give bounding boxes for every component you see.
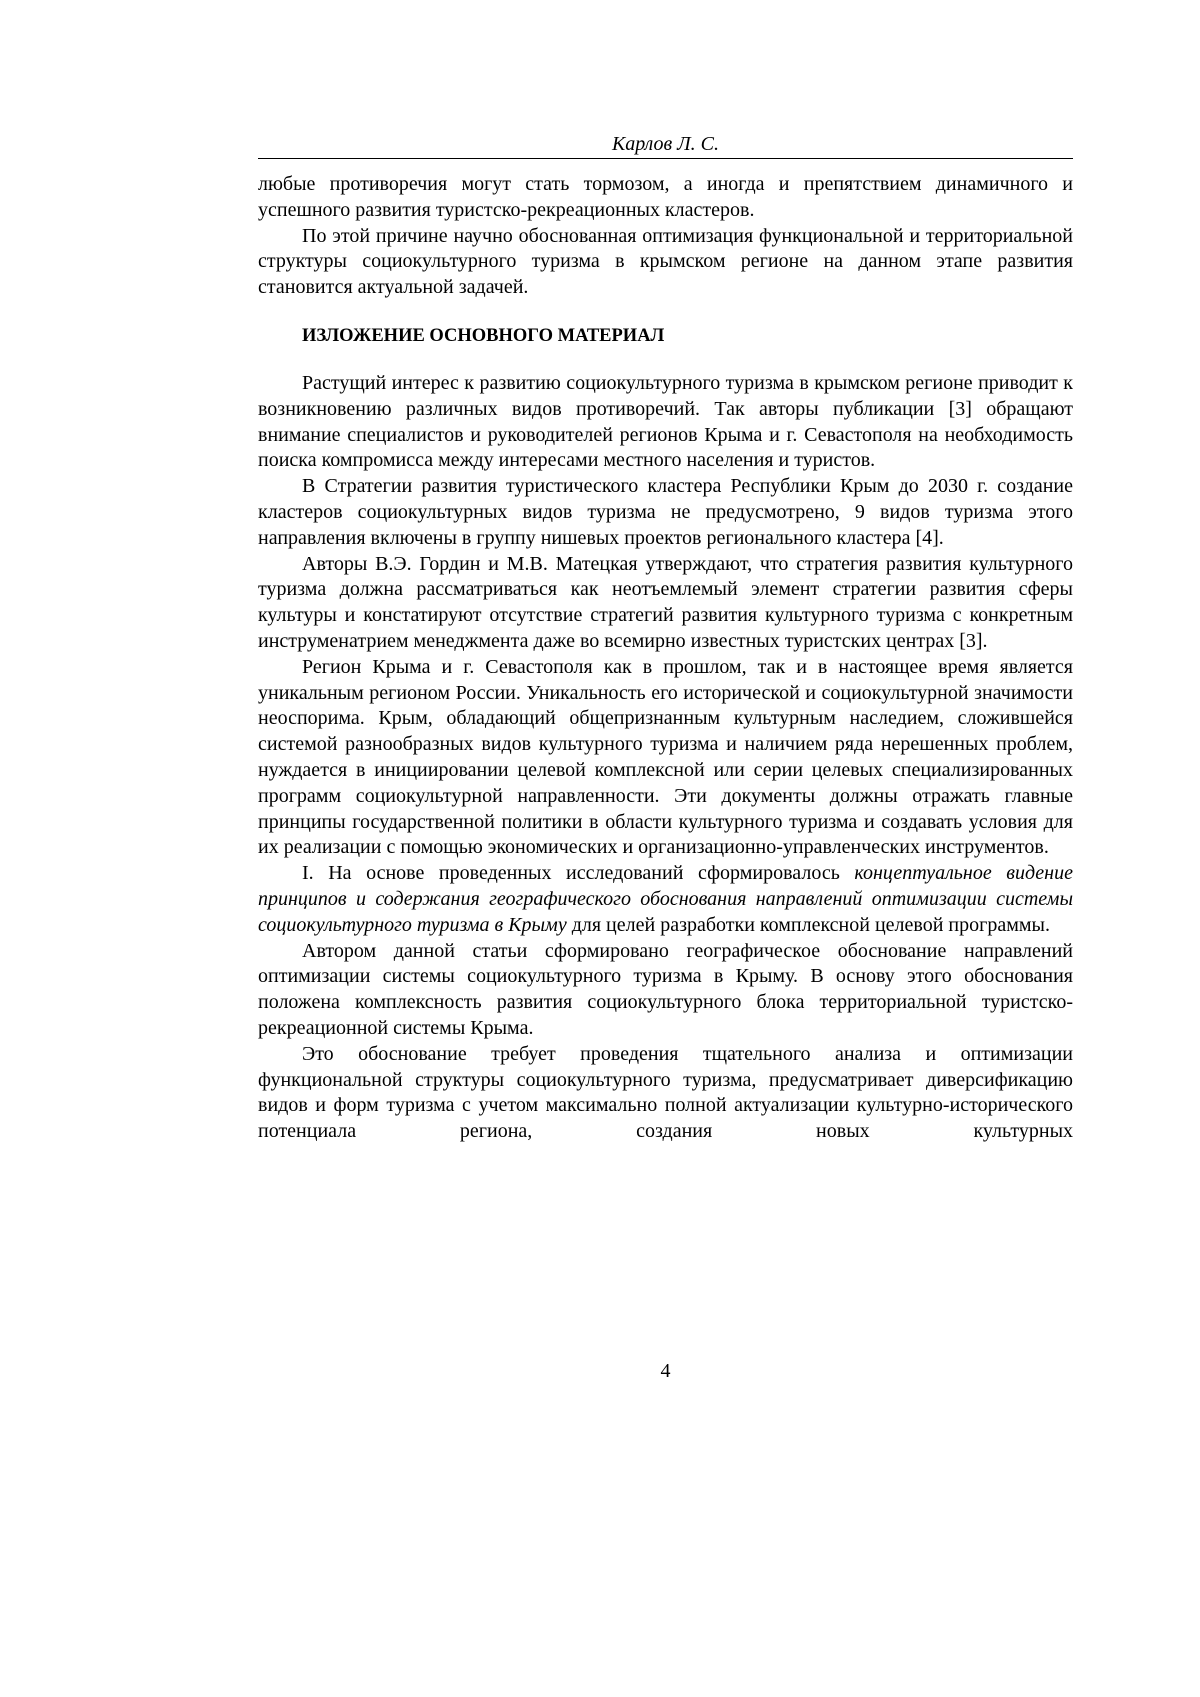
- paragraph-strategy-2030: В Стратегии развития туристического кластера Республики Крым до 2030 г. создание кластеров социокультурных видов туризма не предусмотрено, 9 видов туризма этого направления включены в группу нишевых проектов регионального кластера [4].: [258, 475, 1073, 549]
- paragraph-analysis-requirement: Это обоснование требует проведения тщательного анализа и оптимизации функциональной структуры социокультурного туризма, предусматривает диверсификацию видов и форм туризма с учетом максимально полной актуализации культурно-исторического потенциала региона, создания новых культурных: [258, 1042, 1073, 1143]
- section-heading: ИЗЛОЖЕНИЕ ОСНОВНОГО МАТЕРИАЛ: [302, 325, 665, 346]
- concept-text-italic: концептуальное видение принципов и содержания географического обоснования направлений оптимизации системы социокультурного туризма в Крыму: [258, 862, 1073, 936]
- article-body: [258, 172, 1073, 1145]
- paragraph-author-justification: Автором данной статьи сформировано географическое обоснование направлений оптимизации системы социокультурного туризма в Крыму. В основу этого обоснования положена комплексность развития социокультурного блока территориальной туристско-рекреационной системы Крыма.: [258, 939, 1073, 1039]
- paragraph-concept-vision: [258, 861, 1073, 938]
- paragraph-growing-interest: Растущий интерес к развитию социокультурного туризма в крымском регионе приводит к возникновению различных видов противоречий. Так авторы публикации [3] обращают внимание специалистов и руководителей регионов Крыма и г. Севастополя на необходимость поиска компромисса между интересами местного населения и туристов.: [258, 371, 1073, 472]
- page-number: 4: [660, 1360, 671, 1382]
- running-header-author: Карлов Л. С.: [611, 133, 720, 155]
- concept-text-start: I. На основе проведенных исследований сформировалось: [302, 862, 855, 885]
- concept-text-end: для целей разработки комплексной целевой программы.: [566, 913, 1050, 936]
- paragraph-optimization-task: По этой причине научно обоснованная оптимизация функциональной и территориальной структуры социокультурного туризма в крымском регионе на данном этапе развития становится актуальной задачей.: [258, 224, 1073, 299]
- paragraph-continuation: любые противоречия могут стать тормозом, а иногда и препятствием динамичного и успешного развития туристско-рекреационных кластеров.: [258, 173, 1073, 221]
- paragraph-gordin-matetskaya: Авторы В.Э. Гордин и М.В. Матецкая утверждают, что стратегия развития культурного туризма должна рассматриваться как неотъемлемый элемент стратегии развития сферы культуры и констатируют отсутствие стратегий развития культурного туризма с конкретным инструменатрием менеджмента даже во всемирно известных туристских центрах [3].: [258, 552, 1073, 652]
- document-page: [258, 0, 1073, 1697]
- header-rule: [258, 158, 1073, 159]
- paragraph-crimea-region: Регион Крыма и г. Севастополя как в прошлом, так и в настоящее время является уникальным регионом России. Уникальность его исторической и социокультурной значимости неоспорима. Крым, обладающий общепризнанным культурным наследием, сложившейся системой разнообразных видов культурного туризма и наличием ряда нерешенных проблем, нуждается в инициировании целевой комплексной или серии целевых специализированных программ социокультурной направленности. Эти документы должны отражать главные принципы государственной политики в области культурного туризма и создавать условия для их реализации с помощью экономических и организационно-управленческих инструментов.: [258, 655, 1073, 859]
